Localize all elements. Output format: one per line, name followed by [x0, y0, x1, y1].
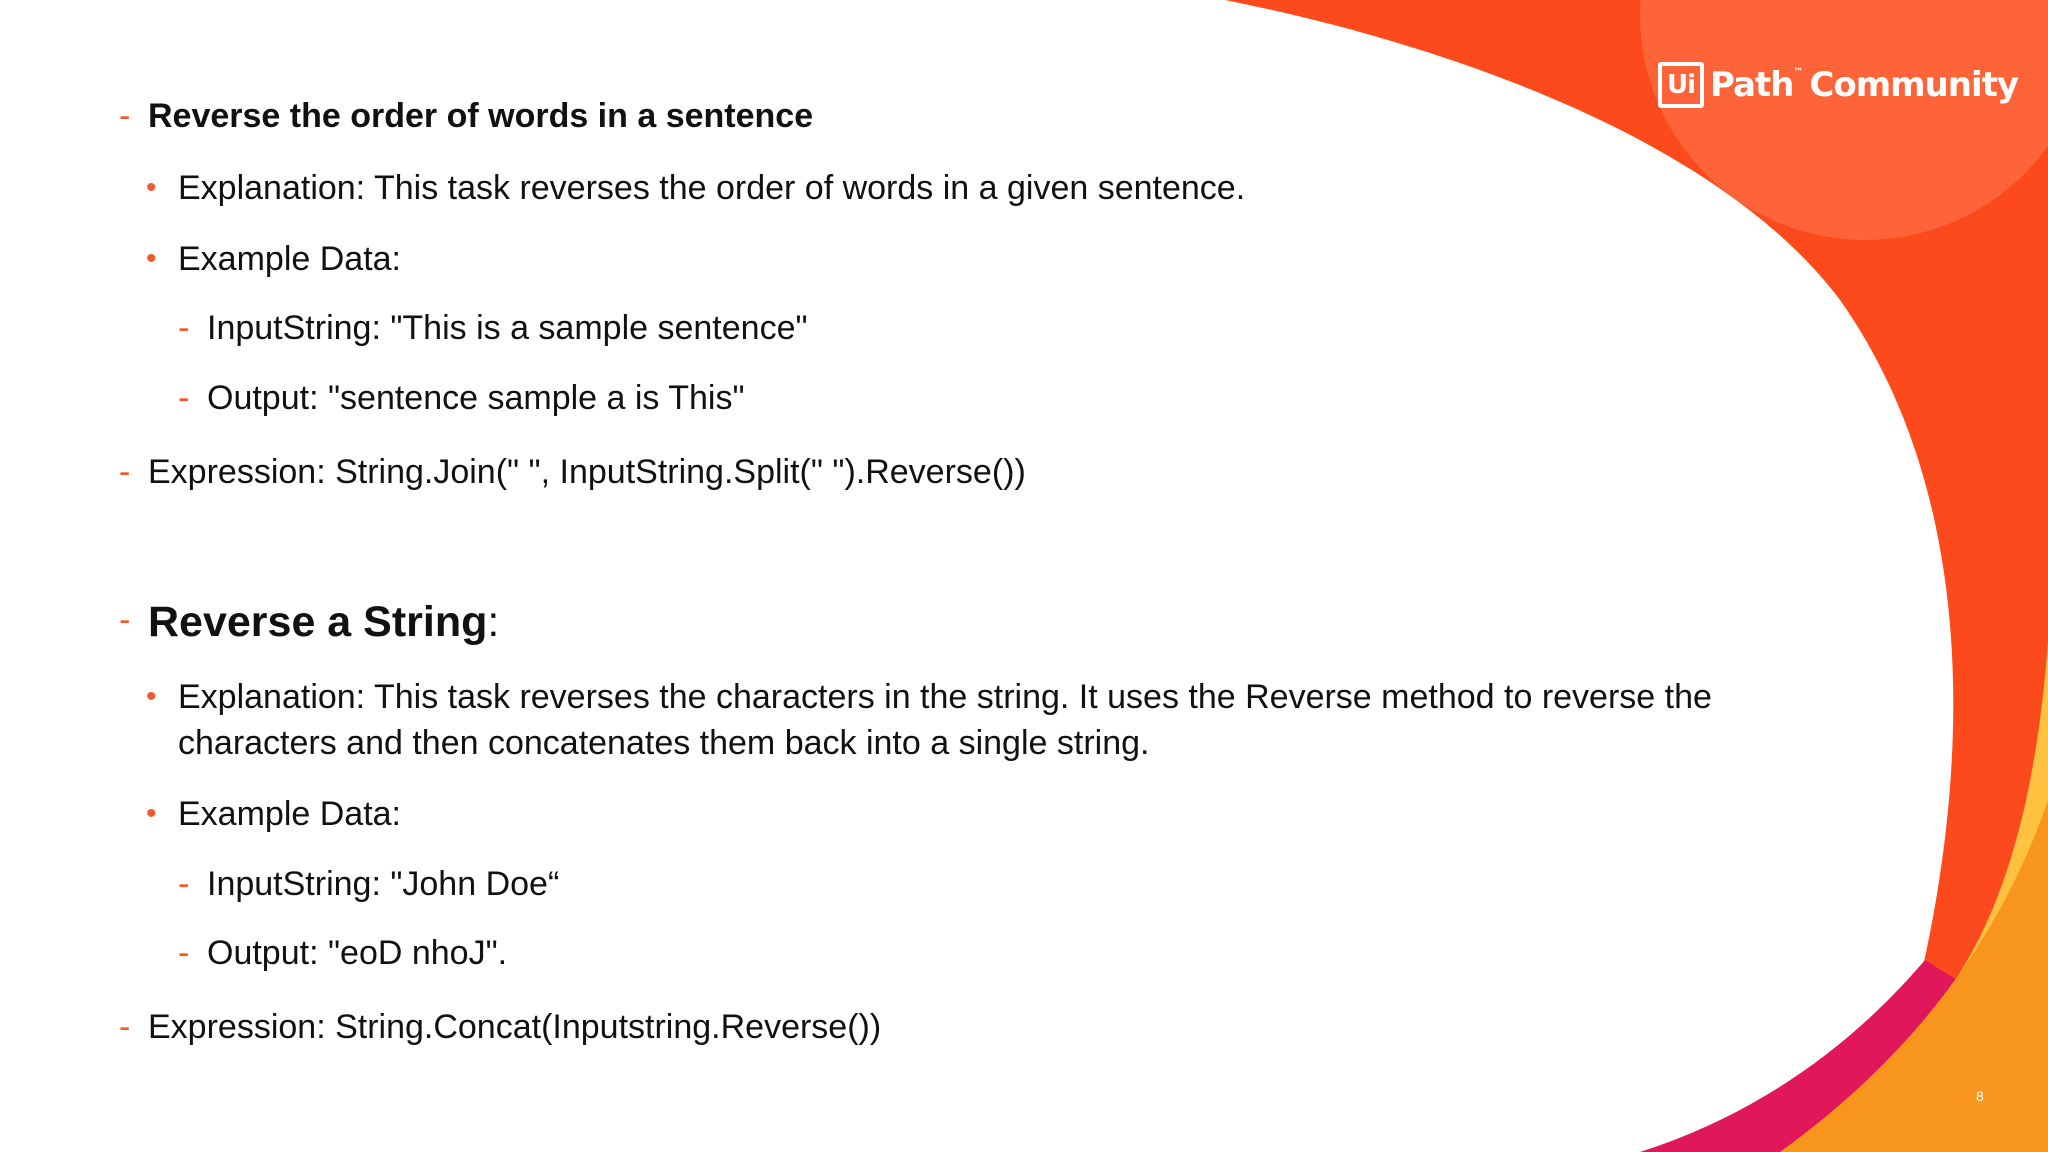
section1-expression: Expression: String.Join(" ", InputString.Split(" ").Reverse()) [148, 453, 1026, 491]
dash-marker: - [178, 934, 190, 972]
section2-expression: Expression: String.Concat(Inputstring.Reverse()) [148, 1008, 882, 1046]
dash-marker: - [178, 309, 190, 347]
bullet-marker: • [146, 242, 157, 275]
section2-output: Output: "eoD nhoJ". [207, 934, 508, 972]
page-number: 8 [1976, 1088, 1984, 1104]
section2-title: Reverse a String [148, 598, 488, 646]
dash-marker: - [119, 601, 131, 639]
section2-input: InputString: "John Doe“ [207, 865, 560, 903]
section2-title-colon: : [487, 598, 500, 646]
logo-trademark: ™ [1793, 67, 1804, 78]
section2-explanation-line2: characters and then concatenates them back into a single string. [178, 724, 1150, 762]
section1-title: Reverse the order of words in a sentence [148, 97, 814, 135]
section1-input: InputString: "This is a sample sentence" [207, 309, 808, 347]
section2-heading [148, 594, 499, 650]
dash-marker: - [119, 1008, 131, 1046]
logo-community-text: Community [1809, 65, 2019, 105]
bullet-marker: • [146, 797, 157, 830]
section1-example-label: Example Data: [178, 240, 401, 278]
logo-path-text: Path [1710, 65, 1794, 105]
bullet-marker: • [146, 680, 157, 713]
dash-marker: - [119, 453, 131, 491]
logo-ui-box: Ui [1658, 62, 1704, 108]
bullet-marker: • [146, 171, 157, 204]
dash-marker: - [178, 379, 190, 417]
dash-marker: - [119, 97, 131, 135]
section1-output: Output: "sentence sample a is This" [207, 379, 745, 417]
section2-explanation-line1: Explanation: This task reverses the characters in the string. It uses the Reverse method to reverse the [178, 678, 1712, 716]
dash-marker: - [178, 865, 190, 903]
section1-explanation: Explanation: This task reverses the order of words in a given sentence. [178, 169, 1246, 207]
section2-example-label: Example Data: [178, 795, 401, 833]
uipath-community-logo [1658, 61, 2018, 109]
